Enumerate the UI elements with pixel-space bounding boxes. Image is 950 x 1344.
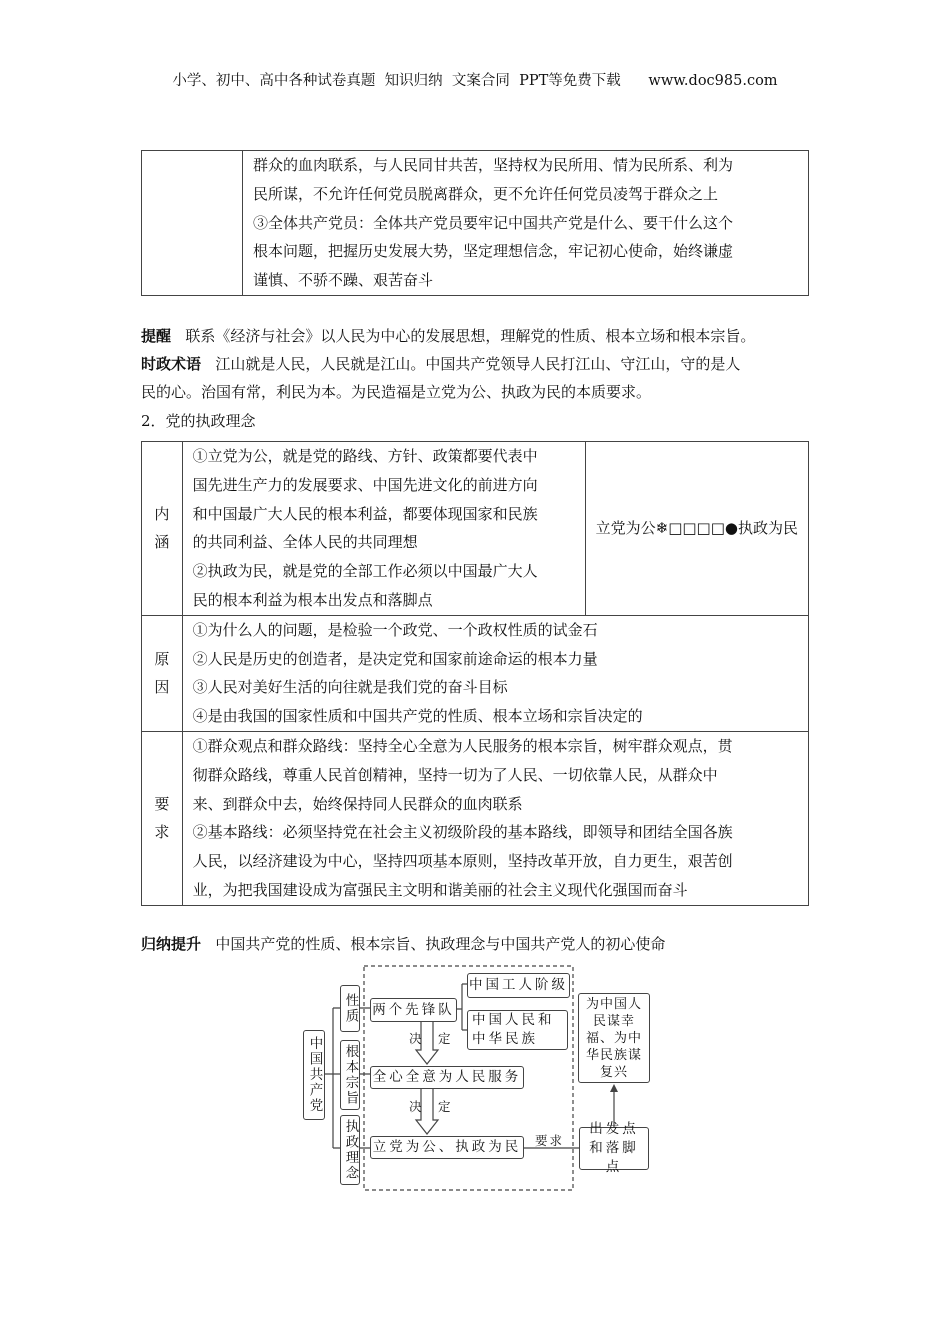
text-line: ③全体共产党员：全体共产党员要牢记中国共产党是什么、要干什么这个 [253,213,734,232]
page-header: 小学、初中、高中各种试卷真题 知识归纳 文案合同 PPT等免费下载 www.doc985.com [172,73,778,89]
text-line: 民所谋，不允许任何党员脱离群众，更不允许任何党员凌驾于群众之上 [253,184,719,203]
node-root: 中国共产党 [303,1030,325,1120]
summary-title: 中国共产党的性质、根本宗旨、执政理念与中国共产党人的初心使命 [215,935,666,953]
text-line: 根本问题，把握历史发展大势，坚定理想信念，牢记初心使命，始终谦虚 [253,242,734,261]
text-line: 群众的血肉联系，与人民同甘共苦，坚持权为民所用、情为民所系、利为 [253,156,734,174]
term-label: 时政术语 [141,355,202,373]
term-text: 江山就是人民，人民就是江山。中国共产党领导人民打江山、守江山，守的是人 [215,355,741,373]
node-concept: 执政理念 [340,1115,360,1185]
term-text-cont: 民的心。治国有常，利民为本。为民造福是立党为公、执政为民的本质要求。 [141,383,652,401]
tip-label: 提醒 [141,327,172,345]
section-heading: 2．党的执政理念 [141,412,256,430]
label-decide: 定 [438,1099,451,1114]
text-line: 谨慎、不骄不躁、艰苦奋斗 [253,271,434,290]
node-nature: 性质 [340,985,360,1032]
summary-label: 归纳提升 [141,935,202,953]
tip-text: 联系《经济与社会》以人民为中心的发展思想，理解党的性质、根本立场和根本宗旨。 [185,327,756,345]
row-head: 内 涵 [142,442,183,616]
label-decide: 决 [409,1031,422,1046]
side-cell: 立党为公❄□□□□●执政为民 [585,442,808,616]
node-people-nation: 中国人民和中华民族 [467,1010,568,1050]
label-decide: 定 [438,1031,451,1046]
node-basis: 出发点和落脚点 [579,1127,649,1170]
label-decide: 决 [409,1099,422,1114]
node-mission: 为中国人民谋幸福、为中华民族谋复兴 [578,993,650,1083]
node-vanguard: 两个先锋队 [370,998,457,1022]
node-serve: 全心全意为人民服务 [370,1066,524,1089]
row-content: ①为什么人的问题，是检验一个政党、一个政权性质的试金石 ②人民是历史的创造者，是决定党和国家前途命运的根本力量 ③人民对美好生活的向往就是我们党的奋斗目标 ④是由我国的国家性质和中国共产党的性质、根本立场和宗旨决定的 [182,615,808,731]
row-head: 原 因 [142,615,183,731]
node-govern: 立党为公、执政为民 [370,1136,524,1159]
row-content: ①群众观点和群众路线：坚持全心全意为人民服务的根本宗旨，树牢群众观点，贯 彻群众路线，尊重人民首创精神，坚持一切为了人民、一切依靠人民，从群众中 来、到群众中去，始终保持同人民群众的血肉联系 ②基本路线：必须坚持党在社会主义初级阶段的基本路线，即领导和团结全国各族 人民，以经济建设为中心，坚持四项基本原则，坚持改革开放，自力更生，艰苦创 业，为把我国建设成为富强民主文明和谐美丽的社会主义现代化强国而奋斗 [182,731,808,905]
row-content: ①立党为公，就是党的路线、方针、政策都要代表中 国先进生产力的发展要求、中国先进文化的前进方向 和中国最广大人民的根本利益，都要体现国家和民族 的共同利益、全体人民的共同理想 ②执政为民，就是党的全部工作必须以中国最广大人 民的根本利益为根本出发点和落脚点 [182,442,585,616]
node-purpose: 根本宗旨 [340,1040,360,1110]
node-working-class: 中国工人阶级 [467,973,570,998]
label-require: 要求 [535,1133,565,1148]
row-head: 要 求 [142,731,183,905]
